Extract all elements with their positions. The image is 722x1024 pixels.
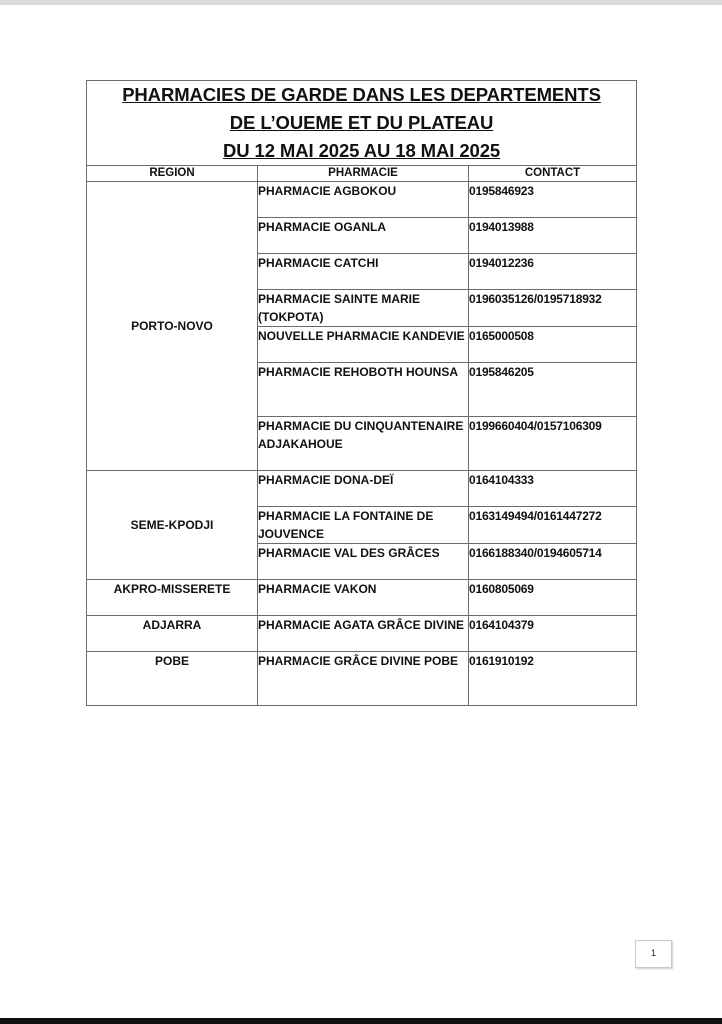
pharmacy-contact: 0160805069 <box>469 580 637 616</box>
pharmacy-name: PHARMACIE OGANLA <box>258 218 469 254</box>
pharmacy-name: PHARMACIE AGATA GRÂCE DIVINE <box>258 616 469 652</box>
table-row <box>87 616 637 652</box>
header-pharmacie: PHARMACIE <box>258 166 469 182</box>
title-line-2: DE L’OUEME ET DU PLATEAU <box>229 112 494 133</box>
pharmacy-contact: 0165000508 <box>469 327 637 363</box>
table-row <box>87 471 637 507</box>
page-number: 1 <box>635 940 672 968</box>
pharmacy-contact: 0199660404/0157106309 <box>469 417 637 471</box>
pharmacy-name: NOUVELLE PHARMACIE KANDEVIE <box>258 327 469 363</box>
header-contact: CONTACT <box>469 166 637 182</box>
pharmacy-name: PHARMACIE DONA-DEÏ <box>258 471 469 507</box>
pharmacy-name: PHARMACIE REHOBOTH HOUNSA <box>258 363 469 417</box>
region-cell: SEME-KPODJI <box>87 471 258 580</box>
region-cell: PORTO-NOVO <box>87 182 258 471</box>
pharmacy-contact: 0161910192 <box>469 652 637 706</box>
pharmacy-contact: 0195846923 <box>469 182 637 218</box>
pharmacy-contact: 0164104333 <box>469 471 637 507</box>
pharmacy-contact: 0194012236 <box>469 254 637 290</box>
pharmacy-contact: 0194013988 <box>469 218 637 254</box>
pharmacy-contact: 0166188340/0194605714 <box>469 544 637 580</box>
pharmacy-name: PHARMACIE DU CINQUANTENAIRE ADJAKAHOUE <box>258 417 469 471</box>
document-title <box>87 81 637 166</box>
region-cell: ADJARRA <box>87 616 258 652</box>
table-row <box>87 580 637 616</box>
pharmacy-contact: 0164104379 <box>469 616 637 652</box>
bottom-edge-bar <box>0 1018 722 1024</box>
pharmacy-contact: 0195846205 <box>469 363 637 417</box>
title-line-3: DU 12 MAI 2025 AU 18 MAI 2025 <box>222 140 501 161</box>
pharmacy-name: PHARMACIE VAL DES GRÂCES <box>258 544 469 580</box>
header-region: REGION <box>87 166 258 182</box>
pharmacy-name: PHARMACIE CATCHI <box>258 254 469 290</box>
pharmacy-name: PHARMACIE AGBOKOU <box>258 182 469 218</box>
region-cell: POBE <box>87 652 258 706</box>
title-line-1: PHARMACIES DE GARDE DANS LES DEPARTEMENTS <box>122 84 601 105</box>
pharmacy-name: PHARMACIE VAKON <box>258 580 469 616</box>
pharmacy-name: PHARMACIE GRÂCE DIVINE POBE <box>258 652 469 706</box>
pharmacy-name: PHARMACIE LA FONTAINE DE JOUVENCE <box>258 507 469 544</box>
table-row <box>87 652 637 706</box>
pharmacy-name: PHARMACIE SAINTE MARIE (TOKPOTA) <box>258 290 469 327</box>
table-row <box>87 182 637 218</box>
region-cell: AKPRO-MISSERETE <box>87 580 258 616</box>
pharmacy-contact: 0163149494/0161447272 <box>469 507 637 544</box>
duty-pharmacies-table <box>86 80 637 706</box>
pharmacy-contact: 0196035126/0195718932 <box>469 290 637 327</box>
